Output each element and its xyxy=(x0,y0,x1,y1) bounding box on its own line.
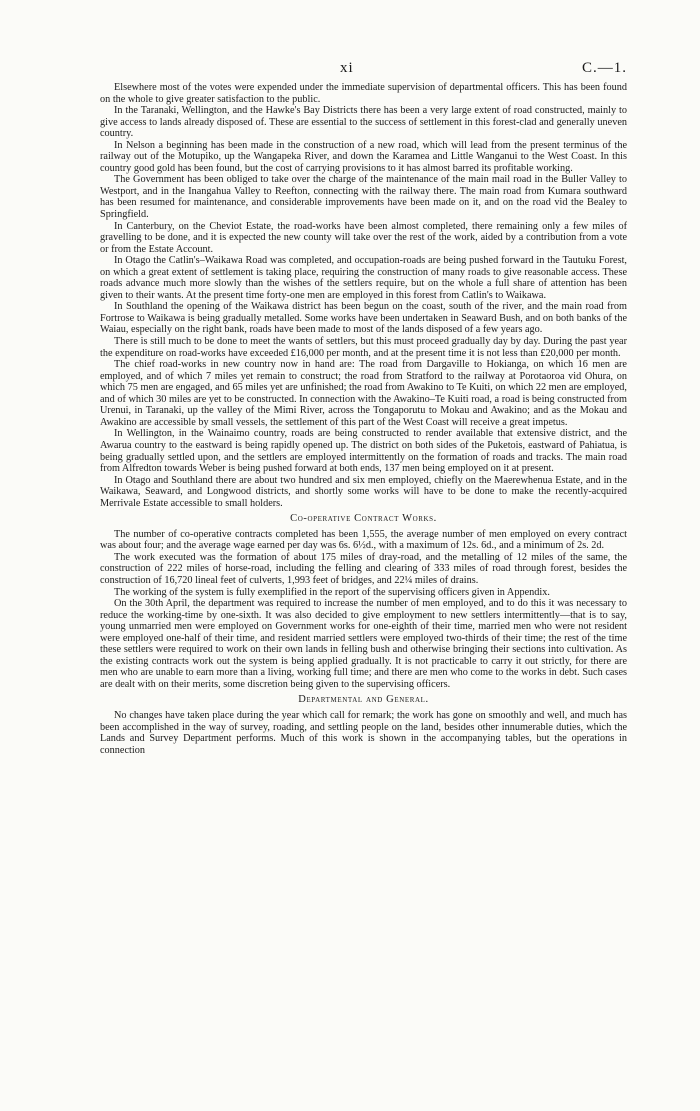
paragraph: Elsewhere most of the votes were expended under the immediate supervision of departmental officers. This has been found on the whole to give greater satisfaction to the public. xyxy=(100,82,627,105)
section-heading-cooperative-contract-works: Co-operative Contract Works. xyxy=(290,513,437,525)
paragraph: No changes have taken place during the year which call for remark; the work has gone on smoothly and well, and much has been accomplished in the way of survey, roading, and settling people on the land, besides other innumerable duties, which the Lands and Survey Department performs. Much of this work is shown in the accompanying tables, but the operations in connection xyxy=(100,709,627,756)
paragraph: In Otago the Catlin's–Waikawa Road was completed, and occupation-roads are being pushed forward in the Tautuku Forest, on which a great extent of settlement is taking place, requiring the construction of many roads to give reasonable access. These roads advance much more slowly than the wishes of the settlers require, but on the whole a full share of attention has been given to their wants. At the present time forty-one men are employed in this forest from Catlin's to Waikawa. xyxy=(100,255,627,301)
paragraph: In the Taranaki, Wellington, and the Hawke's Bay Districts there has been a very large extent of road constructed, mainly to give access to lands already disposed of. These are essential to the success of settlement in this forest-clad and generally uneven country. xyxy=(100,105,627,140)
paragraph: There is still much to be done to meet the wants of settlers, but this must proceed gradually day by day. During the past year the expenditure on road-works have exceeded £16,000 per month, and at the present time it is not less than £20,000 per month. xyxy=(100,336,627,359)
paragraph: The work executed was the formation of about 175 miles of dray-road, and the metalling of 12 miles of the same, the construction of 222 miles of horse-road, including the felling and clearing of 333 miles of road through forest, besides the construction of 16,720 lineal feet of culverts, 1,993 feet of bridges, and 22¼ miles of drains. xyxy=(100,551,627,586)
paragraph: In Wellington, in the Wainaimo country, roads are being constructed to render available that extensive district, and the Awarua country to the eastward is being rapidly opened up. The district on both sides of the Puketois, eastward of Pahiatua, is being gradually settled upon, and the settlers are employed intermittently on the formation of roads and tracks. The main road from Alfredton towards Weber is being pushed forward at both ends, 137 men being employed on it at present. xyxy=(100,428,627,475)
paragraph: The number of co-operative contracts completed has been 1,555, the average number of men employed on every contract was about four; and the average wage earned per day was 6s. 6½d., with a maximum of 12s. 6d., and a minimum of 2s. 2d. xyxy=(100,528,627,552)
paragraph: On the 30th April, the department was required to increase the number of men employed, and to do this it was necessary to reduce the working-time by one-sixth. It was also decided to give employment to new settlers intermittently—that is to say, young unmarried men were employed on Government works for one-eighth of their time, married men who were not resident were employed one-half of their time, and resident married settlers were employed two-thirds of their time; the rest of the time these settlers were required to work on their own lands in felling bush and otherwise bringing their sections into cultivation. As the existing contracts work out the system is being applied gradually. It is not practicable to carry it out strictly, for there are men who are unable to earn more than a living, working full time; and there are men who come to the works in debt. Such cases are dealt with on their merits, some discretion being given to the supervising officers. xyxy=(100,598,627,690)
paragraph: In Otago and Southland there are about two hundred and six men employed, chiefly on the Maerewhenua Estate, and in the Waikawa, Seaward, and Longwood districts, and shortly some works will have to be done to make the recently-acquired Merrivale Estate accessible to small holders. xyxy=(100,474,627,509)
paragraph: The Government has been obliged to take over the charge of the maintenance of the main mail road in the Buller Valley to Westport, and in the Inangahua Valley to Reefton, connecting with the railway there. The main road from Kumara southward has been resumed for maintenance, and considerable improvements have been made on it, and on the road vid the Bealey to Springfield. xyxy=(100,174,627,221)
paragraph: In Southland the opening of the Waikawa district has been begun on the coast, south of the river, and the main road from Fortrose to Waikawa is being gradually metalled. Some works have been undertaken in Seaward Bush, and on both banks of the Waiau, especially on the right bank, roads have been made to most of the lands disposed of a few years ago. xyxy=(100,301,627,336)
document-reference: C.—1. xyxy=(581,60,627,76)
page-header xyxy=(100,60,627,80)
body-text xyxy=(100,82,627,756)
paragraph: The chief road-works in new country now in hand are: The road from Dargaville to Hokianga, on which 16 men are employed, and of which 7 miles yet remain to construct; the road from Stratford to the railway at Porotaoroa vid Ohura, on which 75 men are engaged, and 65 miles yet are unfinished; the road from Awakino to Te Kuiti, on which 22 men are employed, and of which 30 miles are yet to be constructed. In connection with the Awakino–Te Kuiti road, a road is being constructed from Urenui, in Taranaki, up the valley of the Mimi River, across the Tongaporutu to Mokau and Awakino; and as the Mokau and Awakino are accessible by small vessels, the settlement of this part of the West Coast will receive a great impetus. xyxy=(100,359,627,428)
paragraph: In Canterbury, on the Cheviot Estate, the road-works have been almost completed, there remaining only a few miles of gravelling to be done, and it is expected the new county will take over the rest of the work, aided by a contribution from a vote or from the Estate Account. xyxy=(100,220,627,255)
paragraph: In Nelson a beginning has been made in the construction of a new road, which will lead from the present terminus of the railway out of the Motupiko, up the Wangapeka River, and down the Karamea and Little Wanganui to the West Coast. In this country good gold has been found, but the cost of carrying provisions to it has almost barred its profitable working. xyxy=(100,139,627,174)
section-heading-departmental-and-general: Departmental and General. xyxy=(298,694,429,706)
paragraph: The working of the system is fully exemplified in the report of the supervising officers given in Appendix. xyxy=(114,586,550,598)
page-number: xi xyxy=(340,60,354,76)
